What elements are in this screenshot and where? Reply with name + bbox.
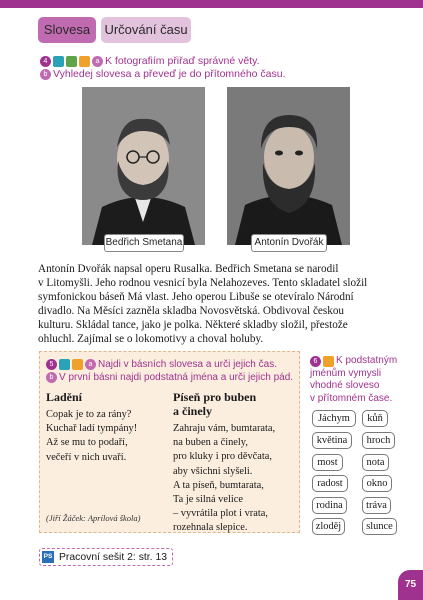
subtask-b-badge: b [46,372,57,383]
task6-line: vhodné sloveso [310,380,380,391]
poem-line: A ta píseň, bumtarata, [173,479,264,491]
task5-text-b: V první básni najdi podstatná jména a urči jejich pád. [59,372,294,383]
workbook-badge-icon: PS [42,551,54,563]
portrait-dvorak-drawing [227,87,350,245]
poem-line: aby všichni slyšeli. [173,465,253,477]
word-box: slunce [362,518,397,535]
pair-work-icon [66,56,77,67]
poem-line: – vyvrátila plot i vrata, [173,508,268,520]
word-box: nota [362,454,389,471]
poem-line: rozehnala slepice. [173,522,248,534]
poem-line: Až se mu to podaří, [46,437,128,449]
top-color-bar [0,0,423,8]
paragraph-line: symfonickou báseň Má vlast. Jeho operou Libuše se otevíralo Národní [38,291,354,304]
write-icon [79,56,90,67]
task-number-badge: 4 [40,56,51,67]
read-icon [59,359,70,370]
paragraph-line: kulturu. Skládal tance, jako je polka. Některé skladby složil, přestože [38,319,348,332]
task4-text-b: Vyhledej slovesa a převeď je do přítomného času. [53,68,286,80]
paragraph-line: Antonín Dvořák napsal operu Rusalka. Bedřich Smetana se narodil [38,263,339,275]
poem-title: Ladění [46,390,83,404]
poem-ladeni [46,390,137,465]
word-box: most [312,454,343,471]
sentences-paragraph [38,262,388,347]
poem-line: pro kluky i pro děvčata, [173,451,272,463]
subtask-a-badge: a [85,359,96,370]
write-icon [323,356,334,367]
talk-icon [53,56,64,67]
portrait-smetana-drawing [82,87,205,245]
task5-line-b [46,372,293,383]
task6-line: v přítomném čase. [310,392,393,404]
paragraph-line: v Litomyšli. Jeho rodnou vesnicí byla Nelahozeves. Tento skladatel složil [38,277,368,290]
poem-buben [173,390,275,536]
paragraph-line: divadlo. Na Měsíci zazněla skladba Novosvětská. Obdivoval českou [38,305,345,318]
poem-title: a činely [173,404,212,418]
word-box: kůň [362,410,388,427]
word-box: Jáchym [312,410,356,427]
task-number-badge: 6 [310,356,321,367]
page-number: 75 [398,570,423,600]
portrait-photo-smetana [82,87,205,245]
poem-line: na buben a činely, [173,437,248,449]
task5-text-a: Najdi v básních slovesa a urči jejich čas. [98,359,277,370]
write-icon [72,359,83,370]
task6-line: K podstatným [336,355,398,366]
word-box: zloděj [312,518,345,535]
subtask-a-badge: a [92,56,103,67]
task4-line-a [40,55,260,67]
task4-line-b [40,68,286,80]
task6-instruction [310,355,405,405]
word-box: květina [312,432,352,449]
poem-line: Ta je silná velice [173,494,243,506]
caption-smetana: Bedřich Smetana [104,234,184,252]
poem-line: Zahraju vám, bumtarata, [173,423,276,434]
word-box: tráva [362,497,391,514]
task4-text-a: K fotografiím přiřaď správné věty. [105,55,260,67]
word-box: radost [312,475,348,492]
word-box: rodina [312,497,347,514]
tab-urcovani-casu[interactable]: Určování času [101,17,191,43]
paragraph-line: ohluchl. Zajímal se o lokomotivy a choval holuby. [38,333,264,346]
task6-line: jménům vymysli [310,367,382,379]
tab-slovesa[interactable]: Slovesa [38,17,96,43]
poem-title: Píseň pro buben [173,390,257,404]
poem-line: Kuchař ladí tympány! [46,423,138,435]
subtask-b-badge: b [40,69,51,80]
poem-line: Copak je to za rány? [46,409,132,420]
word-box: hroch [362,432,395,449]
task5-line-a [46,359,277,370]
word-box: okno [362,475,392,492]
workbook-reference[interactable] [39,548,173,566]
caption-dvorak: Antonín Dvořák [251,234,327,252]
workbook-text: Pracovní sešit 2: str. 13 [59,551,167,563]
task-number-badge: 5 [46,359,57,370]
portrait-photo-dvorak [227,87,350,245]
poem-line: večeří v nich uvaří. [46,451,127,463]
poem-source: (Jiří Žáček: Aprílová škola) [46,513,141,523]
